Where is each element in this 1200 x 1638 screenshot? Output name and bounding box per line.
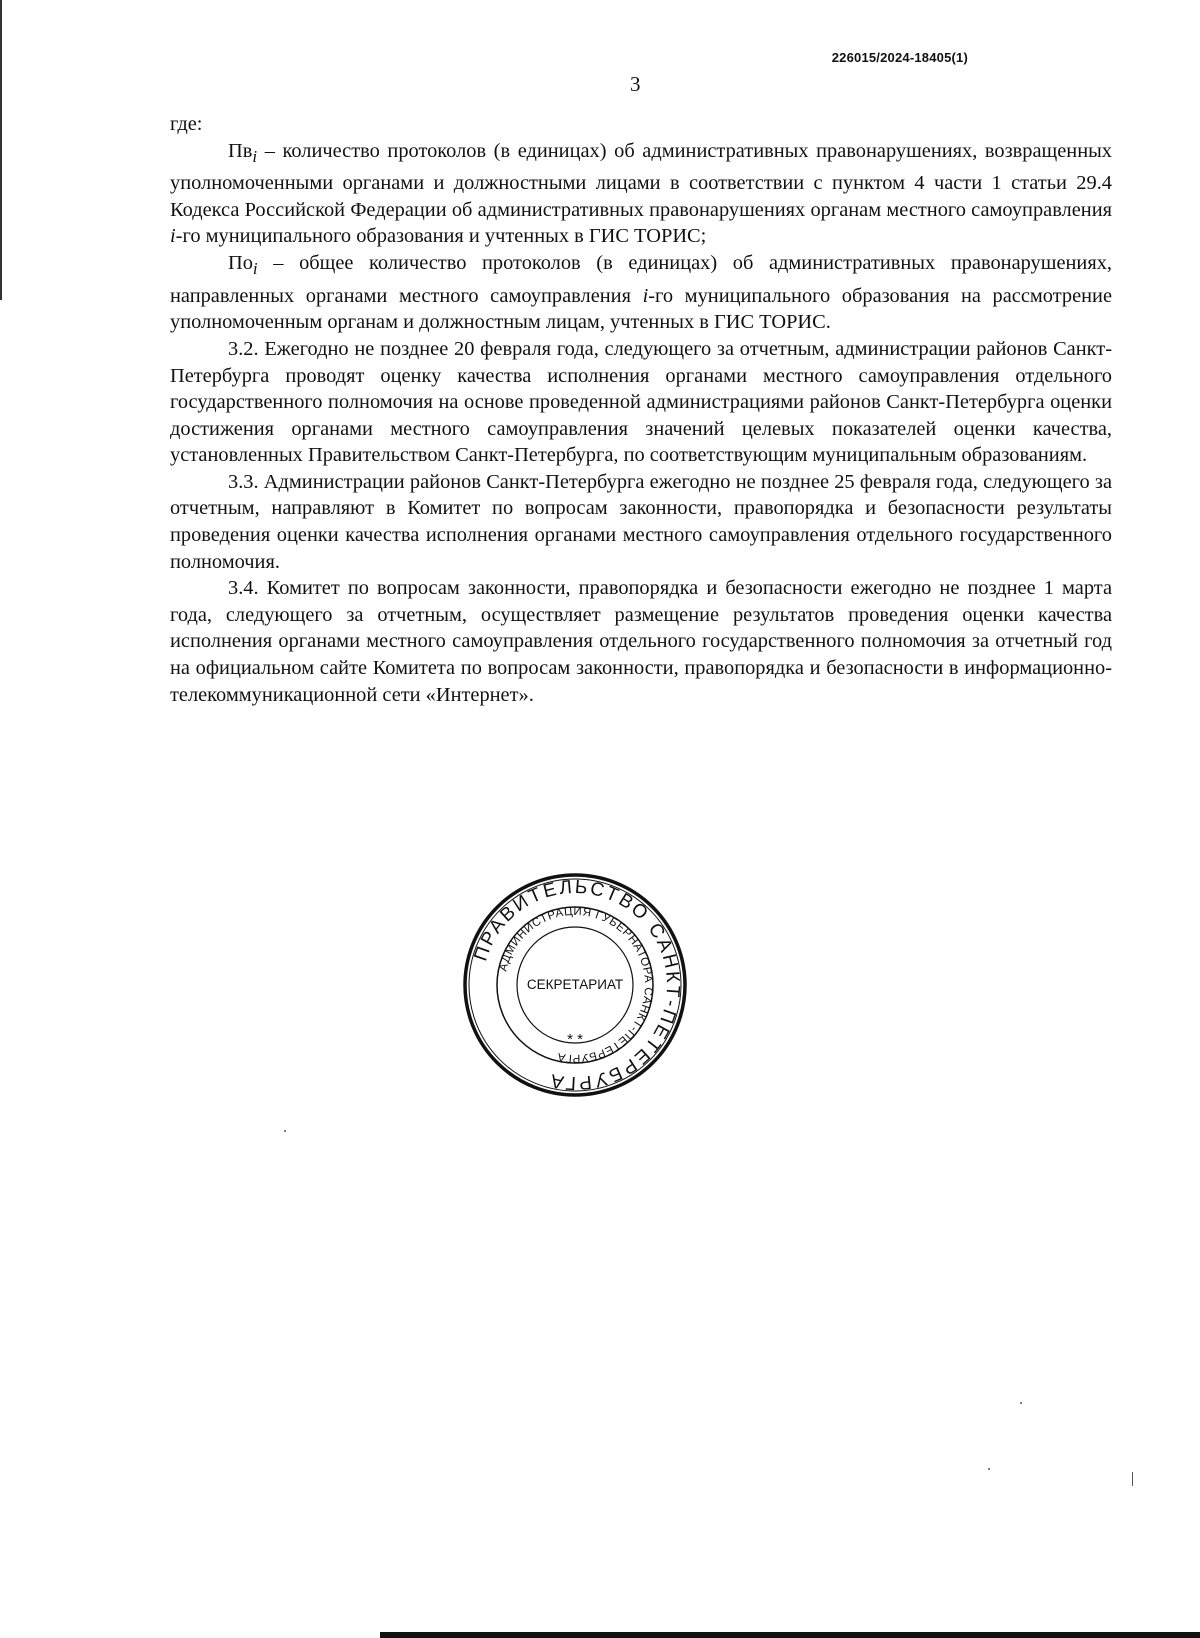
scan-edge-line [0,0,2,300]
scan-speck [284,1130,286,1132]
scan-speck [1020,1402,1022,1404]
definition-pv: $Пв_i$ – количество протоколов (в единицах) об административных правонарушениях, возвращенных уполномоченными органами и должностными лицами в соответствии с пунктом 4 части 1 статьи 29.4 Кодекса Российской Федерации об административных правонарушениях органам местного самоуправления i-го муниципального образования и учтенных в ГИС ТОРИС; [170,139,1112,248]
seal-stars: * * [567,1031,583,1048]
paragraph-3-2: 3.2. Ежегодно не позднее 20 февраля года, следующего за отчетным, администрации районов Санкт-Петербурга проводят оценку качества исполнения органами местного самоуправления отдельного государственного полномочия на основе проведенной администрациями районов Санкт-Петербурга оценки достижения органами местного самоуправления значений целевых показателей оценки качества, установленных Правительством Санкт-Петербурга, по соответствующим муниципальным образованиям. [170,337,1112,467]
page-number: 3 [630,72,641,96]
paragraph-3-3: 3.3. Администрации районов Санкт-Петербурга ежегодно не позднее 25 февраля года, следующего за отчетным, направляют в Комитет по вопросам законности, правопорядка и безопасности результаты проведения оценки качества исполнения органами местного самоуправления отдельного государственного полномочия. [170,470,1112,573]
scan-mark [1132,1472,1133,1486]
paragraph-3-4: 3.4. Комитет по вопросам законности, правопорядка и безопасности ежегодно не позднее 1 марта года, следующего за отчетным, осуществляет размещение результатов проведения оценки качества исполнения органами местного самоуправления отдельного государственного полномочия за отчетный год на официальном сайте Комитета по вопросам законности, правопорядка и безопасности в информационно-телекоммуникационной сети «Интернет». [170,577,1112,706]
symbol-pv: $Пв_i$ [228,139,258,166]
symbol-po: $По_i$ [228,252,258,279]
official-seal-stamp [462,872,688,1098]
seal-center-text: СЕКРЕТАРИАТ [526,977,624,992]
scan-speck [988,1468,990,1470]
definition-po: $По_i$ – общее количество протоколов (в единицах) об административных правонарушениях, направленных органами местного самоуправления i-го муниципального образования на рассмотрение уполномоченным органам и должностным лицам, учтенных в ГИС ТОРИС. [170,252,1112,334]
document-body [170,111,1112,708]
document-registration-number: 226015/2024-18405(1) [831,50,968,65]
seal-inner-text: АДМИНИСТРАЦИЯ ГУБЕРНАТОРА САНКТ-ПЕТЕРБУРГА [497,905,655,1065]
scan-bottom-edge [380,1632,1200,1638]
where-label: где: [170,113,203,135]
seal-outer-text: ПРАВИТЕЛЬСТВО САНКТ-ПЕТЕРБУРГА [470,876,684,1094]
